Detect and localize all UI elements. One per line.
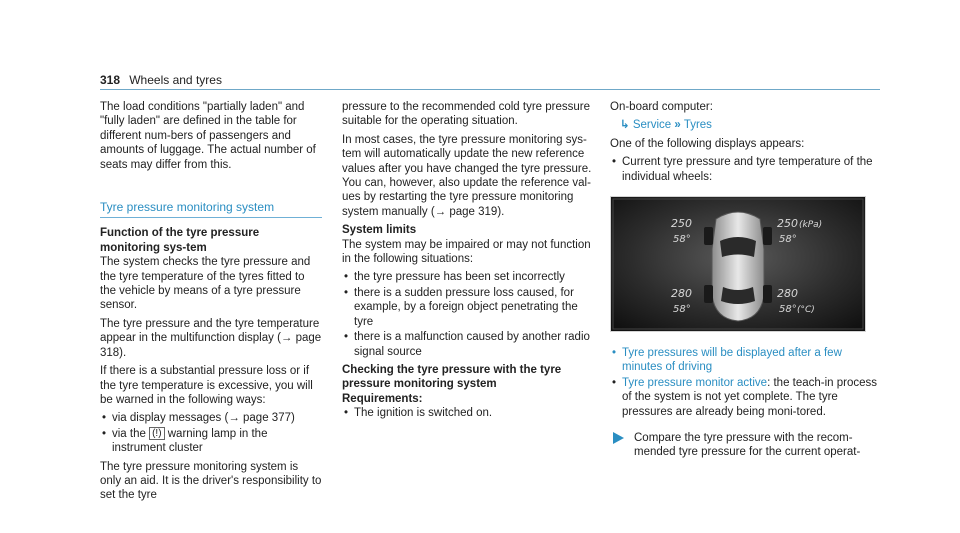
- menu-service: Service: [632, 119, 672, 132]
- column-right: [610, 100, 880, 460]
- paragraph: The tyre pressure and the tyre temperature appear in the multifunction display (→ page 318).: [100, 317, 322, 359]
- step-text: Compare the tyre pressure with the recom-mended tyre pressure for the current operat-: [634, 432, 861, 459]
- list-item: [610, 376, 880, 419]
- front-left-tyre-icon: [704, 227, 713, 245]
- tyre-pressure-display: [610, 196, 866, 332]
- menu-tyres: Tyres: [683, 119, 712, 132]
- list-item: • Current tyre pressure and tyre temperature of the individual wheels:: [610, 155, 880, 184]
- rear-left-tyre-icon: [704, 285, 713, 303]
- section-heading: Tyre pressure monitoring system: [100, 200, 322, 218]
- warning-list: [100, 411, 322, 455]
- checking-heading: Checking the tyre pressure with the tyre pressure monitoring system: [342, 363, 562, 391]
- computer-label: On-board computer:: [610, 101, 713, 113]
- paragraph: The system checks the tyre pressure and the tyre temperature of the tyres fitted to the vehicle by means of a tyre pressure sensor.: [100, 256, 311, 312]
- status-list: [610, 346, 880, 419]
- list-item: • Tyre pressures will be displayed after a few minutes of driving: [610, 346, 880, 375]
- front-right-tyre-icon: [763, 227, 772, 245]
- paragraph: The system may be impaired or may not function in the following situations:: [342, 238, 591, 266]
- car-windscreen: [720, 237, 756, 257]
- requirements-list: [342, 406, 594, 420]
- paragraph: pressure to the recommended cold tyre pressure suitable for the operating situation.: [342, 101, 591, 128]
- section-title: Wheels and tyres: [129, 73, 222, 87]
- limits-list: [342, 270, 594, 358]
- list-item: [100, 427, 322, 456]
- double-chevron-icon: »: [674, 119, 681, 132]
- bullet-text: warning lamp in the instrument cluster: [112, 427, 268, 455]
- instruction-step: [610, 431, 880, 460]
- list-item: • the tyre pressure has been set incorrectly: [342, 270, 594, 284]
- pressure-unit: (kPa): [799, 220, 823, 231]
- column-middle: [342, 100, 594, 425]
- page-number: 318: [100, 73, 121, 87]
- menu-path: [610, 118, 880, 132]
- list-item: • via display messages (→ page 377): [100, 411, 322, 425]
- front-right-temp: 58°: [779, 234, 797, 246]
- front-right-pressure: 250: [777, 217, 798, 231]
- rear-left-pressure: 280: [671, 287, 692, 301]
- bullet-text: via the: [112, 427, 146, 440]
- limits-heading: System limits: [342, 224, 417, 237]
- intro-paragraph: The load conditions "partially laden" and "fully laden" are defined in the table for different num-bers of passengers and amounts of luggage. The actual number of seats may differ from this.: [100, 101, 316, 171]
- front-left-pressure: 250: [671, 217, 692, 231]
- display-list: [610, 155, 880, 184]
- temp-unit: (°C): [797, 305, 815, 316]
- header-rule: [100, 89, 880, 90]
- paragraph: In most cases, the tyre pressure monitoring sys-tem will automatically update the new reference values after you have changed the tyre pressure. You can, however, also update the reference val-ues by restarting the tyre pressure monitoring system manually (→ page 319).: [342, 133, 592, 218]
- column-left: [100, 100, 322, 507]
- list-item: • there is a sudden pressure loss caused, for example, by a foreign object penetrating the tyre: [342, 286, 594, 329]
- status-text: : the teach-in process of the system is not yet complete. The tyre pressures are already being moni-tored.: [622, 376, 878, 418]
- list-item: • The ignition is switched on.: [342, 406, 594, 420]
- list-item: • there is a malfunction caused by another radio signal source: [342, 330, 594, 359]
- rear-right-tyre-icon: [763, 285, 772, 303]
- front-left-temp: 58°: [673, 234, 691, 246]
- page-header: [100, 73, 880, 91]
- rear-right-temp: 58°: [779, 304, 797, 316]
- step-arrow-icon: [612, 432, 624, 444]
- menu-arrow-icon: ↳: [620, 119, 630, 132]
- function-heading: Function of the tyre pressure monitoring sys-tem: [100, 227, 260, 254]
- paragraph: The tyre pressure monitoring system is only an aid. It is the driver's responsibility to set the tyre: [100, 460, 322, 502]
- tyre-display-graphic: [611, 197, 865, 331]
- paragraph: One of the following displays appears:: [610, 137, 805, 150]
- rear-left-temp: 58°: [673, 304, 691, 316]
- tyre-warning-lamp-icon: (!): [149, 427, 164, 440]
- paragraph: If there is a substantial pressure loss or if the tyre temperature is excessive, you will be warned in the following ways:: [100, 365, 313, 406]
- status-link: Tyre pressure monitor active: [622, 376, 768, 389]
- car-top-view-icon: [712, 212, 764, 321]
- rear-right-pressure: 280: [777, 287, 798, 301]
- requirements-heading: Requirements:: [342, 392, 423, 405]
